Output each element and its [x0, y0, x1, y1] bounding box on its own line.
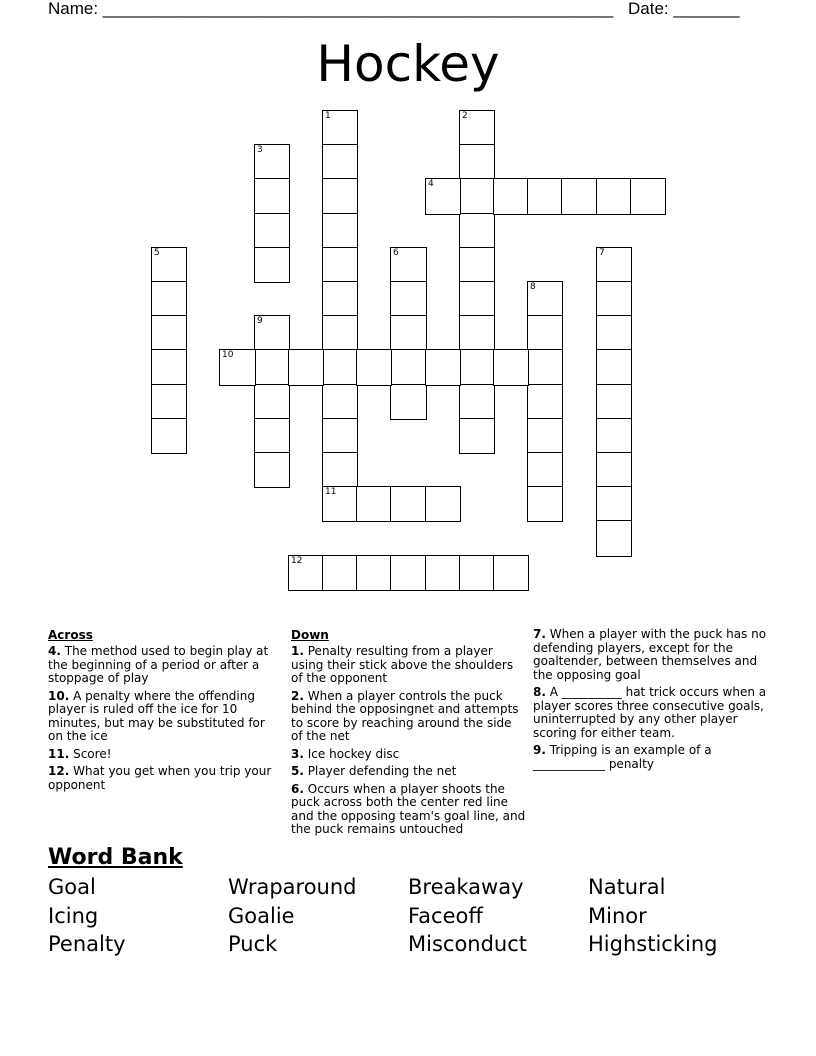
clue-number: 8 [530, 282, 536, 292]
grid-cell[interactable] [596, 315, 632, 351]
grid-cell[interactable] [322, 349, 358, 386]
word-bank-word: Breakaway [408, 875, 524, 899]
grid-cell[interactable] [356, 486, 392, 522]
grid-cell[interactable] [493, 555, 529, 591]
grid-cell[interactable] [596, 520, 632, 557]
word-bank-word: Minor [588, 904, 647, 928]
word-bank-word: Puck [228, 932, 278, 956]
grid-cell[interactable] [288, 349, 324, 386]
grid-cell[interactable] [322, 110, 358, 146]
grid-cell[interactable] [596, 418, 632, 454]
clue-number: 2 [462, 111, 468, 121]
clue-item: 3. Ice hockey disc [291, 746, 400, 761]
down-clues [291, 628, 526, 841]
word-bank-word: Wraparound [228, 875, 357, 899]
grid-cell[interactable] [493, 178, 529, 215]
grid-cell[interactable] [254, 144, 290, 180]
grid-cell[interactable] [322, 281, 358, 317]
grid-cell[interactable] [459, 418, 495, 454]
grid-cell[interactable] [459, 349, 495, 386]
grid-cell[interactable] [322, 213, 358, 249]
grid-cell[interactable] [527, 349, 563, 386]
grid-cell[interactable] [459, 144, 495, 180]
word-bank-word: Natural [588, 875, 666, 899]
clue-number: 5 [154, 248, 160, 258]
grid-cell[interactable] [151, 384, 187, 420]
grid-cell[interactable] [254, 315, 290, 351]
grid-cell[interactable] [322, 555, 358, 591]
word-bank-word: Goalie [228, 904, 295, 928]
grid-cell[interactable] [596, 486, 632, 522]
clue-number: 6 [393, 248, 399, 258]
clue-item: 9. Tripping is an example of a ____________ penalty [533, 743, 712, 771]
clue-item: 1. Penalty resulting from a player using their stick above the shoulders of the opponent [291, 644, 514, 685]
grid-cell[interactable] [459, 281, 495, 317]
grid-cell[interactable] [254, 178, 290, 215]
grid-cell[interactable] [151, 418, 187, 454]
grid-cell[interactable] [390, 315, 427, 351]
grid-cell[interactable] [390, 555, 427, 591]
grid-cell[interactable] [322, 384, 358, 420]
grid-cell[interactable] [390, 384, 427, 420]
clue-item: 10. A penalty where the offending player is ruled off the ice for 10 minutes, but may be substituted for on the ice [48, 688, 265, 743]
grid-cell[interactable] [390, 247, 427, 283]
grid-cell[interactable] [630, 178, 666, 215]
clue-item: 12. What you get when you trip your opponent [48, 764, 272, 792]
name-field[interactable]: Name: ______________________________________________________ [48, 0, 614, 18]
clue-number: 11 [325, 487, 337, 497]
grid-cell[interactable] [459, 110, 495, 146]
grid-cell[interactable] [151, 281, 187, 317]
word-bank-word: Icing [48, 904, 99, 928]
grid-cell[interactable] [254, 349, 290, 386]
clue-item: 2. When a player controls the puck behind the opposingnet and attempts to score by reaching around the side of the net [291, 688, 519, 743]
grid-cell[interactable] [322, 247, 358, 283]
grid-cell[interactable] [390, 486, 427, 522]
grid-cell[interactable] [390, 349, 427, 386]
grid-cell[interactable] [219, 349, 256, 386]
word-bank-title: Word Bank [48, 845, 183, 870]
grid-cell[interactable] [425, 486, 461, 522]
grid-cell[interactable] [459, 384, 495, 420]
grid-cell[interactable] [425, 349, 461, 386]
grid-cell[interactable] [322, 486, 358, 522]
across-clues [48, 628, 278, 796]
clue-item: 6. Occurs when a player shoots the puck across both the center red line and the opposing team's goal line, and the puck remains untouched [291, 781, 526, 836]
grid-cell[interactable] [527, 384, 563, 420]
grid-cell[interactable] [527, 178, 563, 215]
grid-cell[interactable] [254, 384, 290, 420]
grid-cell[interactable] [527, 281, 563, 317]
grid-cell[interactable] [254, 418, 290, 454]
grid-cell[interactable] [527, 418, 563, 454]
grid-cell[interactable] [561, 178, 598, 215]
grid-cell[interactable] [322, 418, 358, 454]
grid-cell[interactable] [322, 315, 358, 351]
grid-cell[interactable] [459, 247, 495, 283]
grid-cell[interactable] [322, 452, 358, 488]
date-field[interactable]: Date: _______ [628, 0, 740, 18]
word-bank-word: Highsticking [588, 932, 718, 956]
grid-cell[interactable] [596, 247, 632, 283]
grid-cell[interactable] [459, 178, 495, 215]
clue-number: 1 [325, 111, 331, 121]
grid-cell[interactable] [356, 349, 392, 386]
grid-cell[interactable] [322, 144, 358, 180]
clue-number: 12 [291, 556, 303, 566]
grid-cell[interactable] [151, 349, 187, 386]
grid-cell[interactable] [596, 452, 632, 488]
clue-item: 7. When a player with the puck has no defending players, except for the goaltender, between themselves and the opposing goal [533, 627, 767, 682]
clue-number: 10 [222, 350, 234, 360]
grid-cell[interactable] [527, 452, 563, 488]
down-clues-continued [533, 628, 768, 775]
grid-cell[interactable] [254, 247, 290, 283]
grid-cell[interactable] [596, 384, 632, 420]
across-heading: Across [48, 628, 93, 642]
grid-cell[interactable] [288, 555, 324, 591]
grid-cell[interactable] [527, 315, 563, 351]
clue-number: 3 [257, 145, 263, 155]
grid-cell[interactable] [459, 555, 495, 591]
down-heading: Down [291, 628, 329, 642]
grid-cell[interactable] [254, 213, 290, 249]
clue-item: 5. Player defending the net [291, 764, 457, 778]
grid-cell[interactable] [425, 555, 461, 591]
grid-cell[interactable] [425, 178, 461, 215]
grid-cell[interactable] [527, 486, 563, 522]
grid-cell[interactable] [322, 178, 358, 215]
word-bank-word: Penalty [48, 932, 126, 956]
grid-cell[interactable] [151, 315, 187, 351]
grid-cell[interactable] [459, 315, 495, 351]
clue-item: 8. A __________ hat trick occurs when a player scores three consecutive goals, uninterrupted by any other player scoring for either team. [533, 685, 767, 740]
grid-cell[interactable] [459, 213, 495, 249]
grid-cell[interactable] [596, 281, 632, 317]
grid-cell[interactable] [254, 452, 290, 488]
grid-cell[interactable] [493, 349, 529, 386]
clue-number: 9 [257, 316, 263, 326]
page-title: Hockey [316, 35, 500, 93]
clue-item: 4. The method used to begin play at the beginning of a period or after a stoppage of play [48, 644, 269, 685]
clue-number: 7 [599, 248, 605, 258]
grid-cell[interactable] [356, 555, 392, 591]
grid-cell[interactable] [151, 247, 187, 283]
grid-cell[interactable] [596, 349, 632, 386]
clue-item: 11. Score! [48, 746, 112, 761]
word-bank-word: Faceoff [408, 904, 483, 928]
grid-cell[interactable] [390, 281, 427, 317]
grid-cell[interactable] [596, 178, 632, 215]
word-bank-word: Goal [48, 875, 96, 899]
clue-number: 4 [428, 179, 434, 189]
word-bank-word: Misconduct [408, 932, 528, 956]
